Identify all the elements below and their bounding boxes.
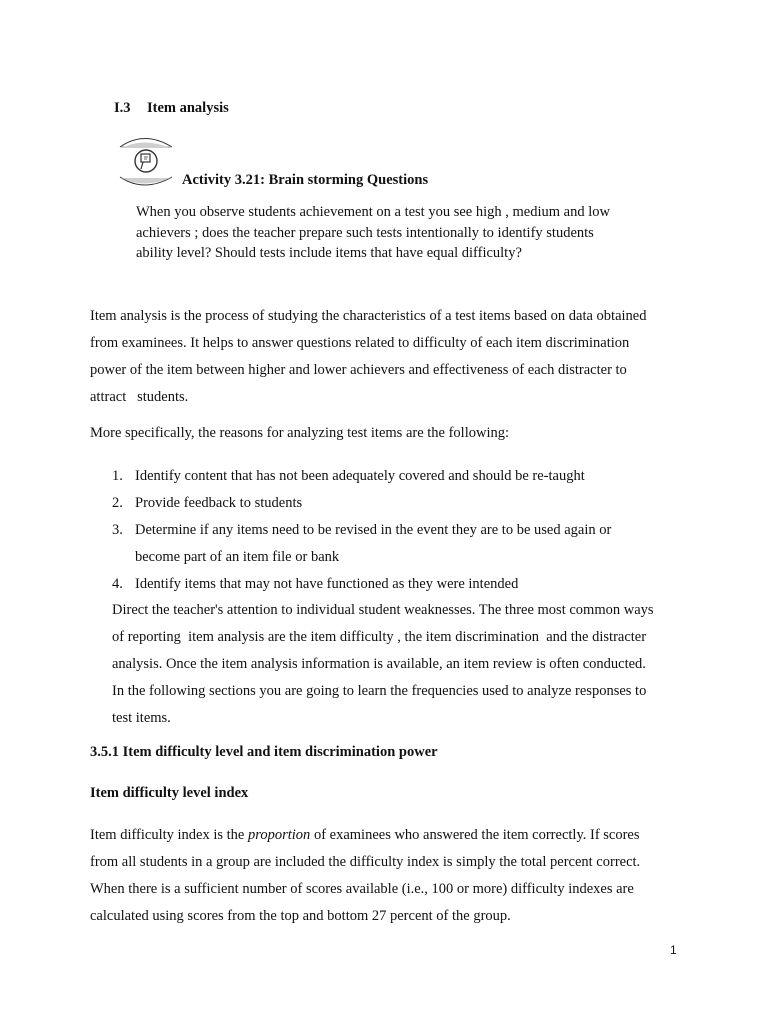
difficulty-line: When there is a sufficient number of scores available (i.e., 100 or more) difficulty indexes are [90,881,634,897]
activity-title: Activity 3.21: Brain storming Questions [182,172,429,188]
direct-line: of reporting item analysis are the item difficulty , the item discrimination and the distracter [112,629,647,645]
difficulty-line: calculated using scores from the top and bottom 27 percent of the group. [90,908,511,924]
section-title: Item analysis [147,100,229,116]
difficulty-text: Item difficulty index is the [90,827,248,843]
page-number: 1 [670,943,677,957]
section-heading [114,100,229,117]
list-item [112,463,678,490]
direct-line: In the following sections you are going to learn the frequencies used to analyze responses to [112,683,647,699]
section-number: I.3 [114,100,131,116]
direct-line: analysis. Once the item analysis information is available, an item review is often conducted. [112,656,646,672]
intro-line: Item analysis is the process of studying the characteristics of a test items based on data obtained [90,308,647,324]
activity-line: ability level? Should tests include items that have equal difficulty? [136,245,522,261]
intro-line: attract students. [90,389,189,405]
activity-questions [136,202,678,264]
intro-line: power of the item between higher and lower achievers and effectiveness of each distracter to [90,362,627,378]
direct-line: test items. [112,710,171,726]
list-number: 1. [112,468,123,484]
list-text: Provide feedback to students [135,495,303,511]
list-item [112,517,678,571]
difficulty-line [90,822,680,849]
brainstorm-activity-icon [117,135,175,187]
activity-line: When you observe students achievement on a test you see high , medium and low [136,204,610,220]
direct-paragraph [112,597,678,732]
difficulty-text: of examinees who answered the item correctly. If scores [310,827,640,843]
intro-line: from examinees. It helps to answer questions related to difficulty of each item discrimination [90,335,630,351]
list-number: 3. [112,522,123,538]
subsection-heading: 3.5.1 Item difficulty level and item discrimination power [90,744,438,760]
direct-line: Direct the teacher's attention to individual student weaknesses. The three most common ways [112,602,654,618]
proportion-emphasis: proportion [248,827,311,843]
difficulty-line: from all students in a group are included the difficulty index is simply the total percent correct. [90,854,641,870]
difficulty-paragraph [90,822,680,930]
list-item [112,490,678,517]
list-item [112,571,678,598]
list-number: 2. [112,495,123,511]
reasons-list [112,463,678,598]
list-text: Identify items that may not have functioned as they were intended [135,576,519,592]
list-text: become part of an item file or bank [135,549,340,565]
activity-line: achievers ; does the teacher prepare such tests intentionally to identify students [136,224,594,241]
list-text: Identify content that has not been adequately covered and should be re-taught [135,468,585,484]
list-text: Determine if any items need to be revised in the event they are to be used again or [135,522,612,538]
difficulty-heading: Item difficulty level index [90,785,249,801]
intro-paragraph [90,303,677,411]
list-number: 4. [112,576,123,592]
reasons-lead: More specifically, the reasons for analyzing test items are the following: [90,425,510,441]
